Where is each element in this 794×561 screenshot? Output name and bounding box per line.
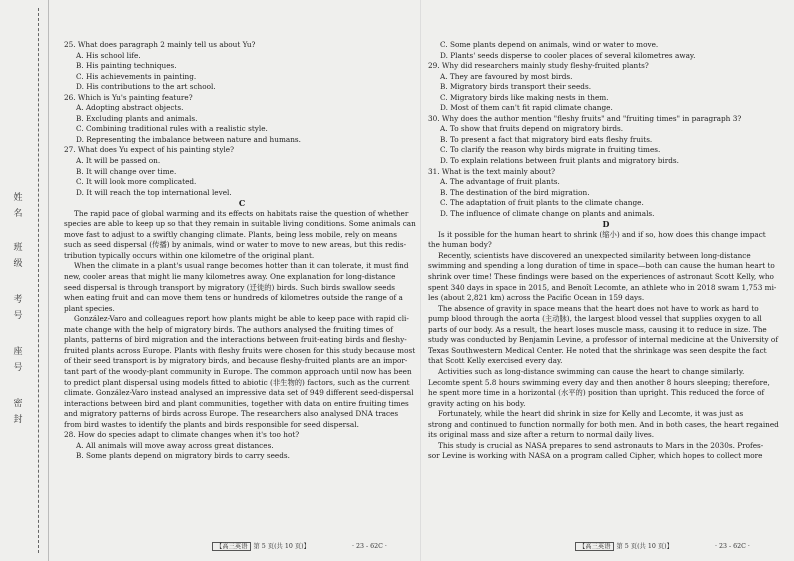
passage-line: When the climate in a plant's usual range becomes hotter than it can tolerate, it must find (74, 261, 409, 271)
passage-line: climate. González-Varo instead analysed an impressive data set of 949 different seed-dispersal (64, 388, 414, 398)
passage-line: Activities such as long-distance swimming can cause the heart to change similarly. (438, 366, 745, 376)
footer-right-code: · 23 - 62C · (714, 543, 750, 550)
passage-line: Lecomte spent 5.8 hours swimming every day and then another 8 hours sleeping; therefore, (428, 377, 770, 387)
passage-line: of their seed transport is by migratory birds, and because fleshy-fruited plants are an impor- (64, 356, 408, 366)
answer-option: C. To clarify the reason why birds migrate in fruiting times. (440, 145, 661, 155)
passage-line: fruited plants across Europe. Plants with fleshy fruits were chosen for this study because most (64, 345, 416, 355)
question-stem: 29. Why did researchers mainly study fleshy-fruited plants? (428, 61, 649, 71)
passage-line: move fast to adjust to a swiftly changing climate. Plants, being less mobile, rely on means (64, 229, 397, 239)
answer-option: D. The influence of climate change on plants and animals. (440, 208, 655, 218)
answer-option: A. The advantage of fruit plants. (440, 177, 560, 187)
binding-label-class: 班 (13, 243, 23, 253)
page-fold (420, 0, 421, 561)
passage-line: strong and continued to function normally for both men. And in both cases, the heart regained (428, 419, 779, 429)
answer-option: B. It will change over time. (76, 166, 177, 176)
footer-left-code: · 23 - 62C · (351, 543, 387, 550)
answer-option: C. Some plants depend on animals, wind or water to move. (440, 40, 659, 49)
answer-option: C. The adaptation of fruit plants to the climate change. (440, 198, 644, 208)
passage-line: pump blood through the aorta (主动脉), the largest blood vessel that supplies oxygen to all (428, 314, 762, 324)
answer-option: A. His school life. (76, 50, 141, 60)
passage-line: the human body? (428, 240, 492, 250)
passage-line: swimming and spending a long duration of time in space—both can cause the human heart to (428, 261, 775, 271)
passage-line: when eating fruit and can move them tens or hundreds of kilometres outside the range of a (64, 293, 403, 303)
passage-line: its original mass and size after a return to normal daily lives. (428, 430, 655, 440)
section-heading: C (238, 198, 246, 209)
question-stem: 26. Which is Yu's painting feature? (64, 92, 193, 102)
answer-option: C. Migratory birds like making nests in them. (440, 92, 609, 102)
answer-option: D. To explain relations between fruit plants and migratory birds. (440, 156, 679, 166)
passage-line: les (about 2,821 km) across the Pacific Ocean in 159 days. (428, 293, 645, 303)
binding-label-class-2: 级 (13, 259, 23, 269)
passage-line: he spent more time in a horizontal (水平的) position than upright. This reduced the force of (428, 388, 765, 398)
passage-line: seed dispersal is through transport by migratory (迁徙的) birds. Such birds swallow seeds (64, 282, 396, 292)
answer-option: B. To present a fact that migratory bird eats fleshy fruits. (440, 134, 653, 144)
answer-option: C. It will look more complicated. (76, 177, 197, 187)
passage-line: Texas Southwestern Medical Center. He noted that the shrinkage was seen despite the fact (428, 345, 767, 355)
footer-right (575, 541, 750, 550)
passage-line: plants, patterns of bird migration and the interactions between fruit-eating birds and fleshy- (64, 335, 407, 345)
binding-label-seat: 座 (13, 347, 23, 357)
answer-option: B. Some plants depend on migratory birds to carry seeds. (76, 451, 290, 461)
answer-option: C. Combining traditional rules with a realistic style. (76, 124, 268, 134)
answer-option: D. Most of them can't fit rapid climate change. (440, 103, 613, 113)
binding-label-seal-2: 封 (13, 415, 23, 425)
passage-line: to predict plant dispersal using models fitted to abiotic (非生物的) factors, such as the current (64, 377, 410, 387)
passage-line: such as seed dispersal (传播) by animals, wind or water to move to new areas, but this redis- (64, 240, 407, 250)
left-column (64, 40, 420, 462)
binding-label-seat-2: 号 (13, 363, 23, 373)
answer-option: B. Excluding plants and animals. (76, 113, 198, 123)
answer-option: D. Plants' seeds disperse to cooler places of several kilometres away. (440, 50, 696, 60)
binding-label-exam-no: 考 (13, 295, 23, 305)
answer-option: D. Representing the imbalance between nature and humans. (76, 134, 301, 144)
footer-left (212, 541, 387, 550)
answer-option: B. His painting techniques. (76, 61, 177, 71)
question-stem: 27. What does Yu expect of his painting style? (64, 145, 235, 155)
passage-line: Is it possible for the human heart to shrink (缩小) and if so, how does this change impact (438, 229, 766, 239)
passage-line: that Scott Kelly exercised every day. (428, 356, 563, 366)
passage-line: sor Levine is working with NASA on a program called Cipher, which hopes to collect more (428, 451, 763, 461)
passage-line: gravity acting on his body. (428, 398, 526, 408)
question-stem: 28. How do species adapt to climate changes when it's too hot? (64, 430, 300, 440)
answer-option: A. Adopting abstract objects. (76, 103, 184, 113)
passage-line: spent 340 days in space in 2015, and Benoît Lecomte, an athlete who in 2018 swam 1,753 mi- (428, 282, 777, 292)
passage-line: interactions between bird and plant communities, together with data on entire fruiting times (64, 398, 409, 408)
passage-line: Recently, scientists have discovered an unexpected similarity between long-distance (438, 250, 751, 260)
binding-label-name: 姓 (13, 193, 23, 203)
seal-line (38, 8, 39, 553)
answer-option: B. The destination of the bird migration. (440, 187, 590, 197)
passage-line: study was conducted by Benjamin Levine, a professor of internal medicine at the University of (428, 335, 779, 345)
passage-line: plant species. (64, 303, 115, 313)
question-stem: 25. What does paragraph 2 mainly tell us about Yu? (64, 40, 256, 49)
answer-option: B. Migratory birds transport their seeds. (440, 82, 592, 92)
passage-line: mate change with the help of migratory birds. The authors analysed the fruiting times of (64, 324, 393, 334)
footer-left-page: 第 5 页(共 10 页)】 (253, 543, 310, 550)
passage-line: new, cooler areas that might lie many kilometres away. One explanation for long-distance (64, 272, 396, 282)
passage-line: Fortunately, while the heart did shrink in size for Kelly and Lecomte, it was just as (438, 409, 744, 419)
section-heading: D (602, 219, 610, 230)
footer-left-subject: 【高三英语 (212, 542, 251, 551)
passage-line: tribution typically occurs within one kilometre of the original plant. (64, 250, 315, 260)
answer-option: A. It will be passed on. (76, 156, 161, 166)
answer-option: C. His achievements in painting. (76, 71, 197, 81)
passage-line: species are able to keep up so that they remain in suitable living conditions. Some animals can (64, 219, 416, 229)
answer-option: D. His contributions to the art school. (76, 82, 216, 92)
passage-line: The rapid pace of global warming and its effects on habitats raise the question of whether (74, 208, 409, 218)
passage-line: González-Varo and colleagues report how plants might be able to keep pace with rapid cli- (74, 314, 409, 324)
passage-line: from bird wastes to identify the plants and birds responsible for seed dispersal. (64, 419, 359, 429)
binding-label-seal: 密 (13, 399, 23, 409)
question-stem: 31. What is the text mainly about? (428, 166, 556, 176)
passage-line: tant part of the woody-plant community in Europe. The common approach until now has been (64, 366, 412, 376)
right-column (428, 40, 784, 462)
footer-right-page: 第 5 页(共 10 页)】 (616, 543, 673, 550)
binding-label-name-2: 名 (13, 209, 23, 219)
footer-right-subject: 【高三英语 (575, 542, 614, 551)
passage-line: and migratory patterns of birds across Europe. The researchers also analysed DNA traces (64, 409, 399, 419)
answer-option: A. All animals will move away across great distances. (76, 440, 274, 450)
passage-line: The absence of gravity in space means that the heart does not have to work as hard to (438, 303, 759, 313)
answer-option: D. It will reach the top international level. (76, 187, 232, 197)
passage-line: This study is crucial as NASA prepares to send astronauts to Mars in the 2030s. Profes- (438, 440, 764, 450)
passage-line: parts of our body. As a result, the heart loses muscle mass, causing it to reduce in size. The (428, 324, 767, 334)
binding-label-exam-no-2: 号 (13, 311, 23, 321)
binding-strip (0, 0, 49, 561)
passage-line: shrink over time! These findings were based on the experiences of astronaut Scott Kelly, who (428, 272, 774, 282)
answer-option: A. To show that fruits depend on migratory birds. (440, 124, 624, 134)
question-stem: 30. Why does the author mention "fleshy fruits" and "fruiting times" in paragraph 3? (428, 113, 742, 123)
answer-option: A. They are favoured by most birds. (440, 71, 573, 81)
